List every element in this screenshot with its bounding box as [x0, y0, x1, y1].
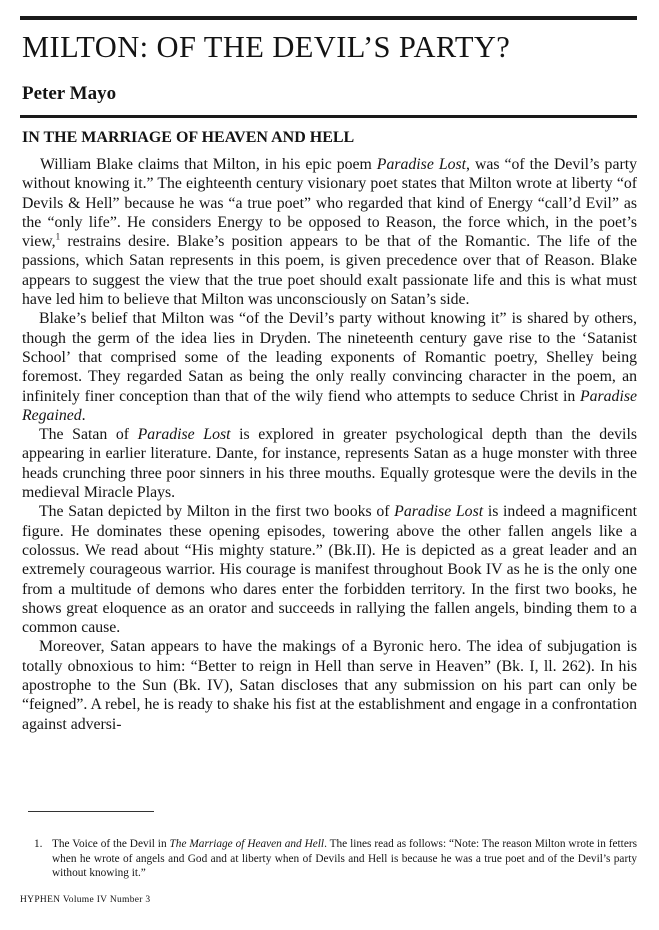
- text-run: The Satan depicted by Milton in the first two books of: [39, 503, 395, 521]
- article-body: [22, 155, 637, 734]
- footnote-text: [52, 837, 637, 881]
- footnote-number: 1.: [34, 838, 43, 850]
- text-run: Blake’s belief that Milton was “of the Devil’s party without knowing it” is shared by others, though the germ of the idea lies in Dryden. The nineteenth century gave rise to the ‘Satanist School’ that comprised some of the leading exponents of Romantic poetry, Shelley being foremost. They regarded Satan as being the only really convincing character in the poem, an infinitely finer conception than that of the wily fiend who attempts to seduce Christ in: [22, 310, 637, 405]
- paragraph: [22, 637, 637, 733]
- article-title: MILTON: OF THE DEVIL’S PARTY?: [22, 30, 511, 64]
- text-run: William Blake claims that Milton, in his epic poem: [40, 156, 377, 173]
- paragraph: [22, 155, 637, 309]
- paragraph: [22, 425, 637, 502]
- text-run: . The lines read as follows: “Note: The reason Milton wrote in fetters when he wrote of angels and God and at liberty when of Devils and Hell is because he was a true poet and of the Devil’s party without knowing it.”: [52, 838, 637, 880]
- text-run: , was “of the Devil’s party without knowing it.” The eighteenth century visionary poet states that Milton wrote at liberty “of Devils & Hell” because he was “a true poet” who regarded that kind of Energy “call’d Evil” as the “only life”. He considers Energy to be opposed to Reason, the force which, in the poet’s view,: [22, 156, 638, 251]
- footnote: [34, 837, 637, 881]
- text-run: restrains desire. Blake’s position appears to be that of the Romantic. The life of the passions, which Satan represents in this poem, is given precedence over that of Reason. Blake appears to suggest the view that the true poet should exalt passionate life and this is what must have led him to believe that Milton was unconsciously on Satan’s side.: [22, 233, 637, 309]
- footnote-rule: [28, 811, 154, 812]
- paragraph: [22, 502, 637, 637]
- text-run: .: [81, 406, 86, 424]
- text-run: is indeed a magnificent figure. He dominates these opening episodes, towering above the other fallen angels like a colossus. We read about “His mighty stature.” (Bk.II). He is depicted as a great leader and an extremely courageous warrior. His courage is manifest throughout Book IV as he is the only one from a multitude of demons who dares enter the forbidden territory. In the first two books, he shows great eloquence as an orator and succeeds in rallying the fallen angels, binding them to a common cause.: [22, 503, 637, 637]
- text-run: Moreover, Satan appears to have the makings of a Byronic hero. The idea of subjugation is totally obnoxious to him: “Better to reign in Hell than serve in Heaven” (Bk. I, ll. 262). In his apostrophe to the Sun (Bk. IV), Satan discloses that any submission on his part can only be “feigned”. A rebel, he is ready to shake his fist at the establishment and engage in a confrontation against adversi-: [22, 638, 637, 733]
- italic-title: Paradise Regained: [22, 387, 637, 424]
- author-name: Peter Mayo: [22, 83, 117, 104]
- journal-footer: HYPHEN Volume IV Number 3: [20, 895, 151, 905]
- text-run: The Voice of the Devil in: [52, 838, 170, 850]
- italic-title: Paradise Lost: [376, 156, 467, 173]
- text-run: is explored in greater psychological depth than the devils appearing in earlier literature. Dante, for instance, represents Satan as a huge monster with three heads crunching three poor sinners in his three mouths. Equally grotesque were the devils in the medieval Miracle Plays.: [22, 426, 637, 502]
- top-rule: [20, 16, 637, 20]
- italic-title: Paradise Lost: [394, 503, 484, 521]
- italic-title: The Marriage of Heaven and Hell: [169, 838, 325, 850]
- footnote-ref: 1: [55, 231, 61, 242]
- paragraph: [22, 309, 637, 425]
- section-rule: [20, 115, 637, 118]
- text-run: The Satan of: [39, 426, 138, 444]
- italic-title: Paradise Lost: [137, 426, 231, 444]
- section-heading: IN THE MARRIAGE OF HEAVEN AND HELL: [22, 129, 355, 146]
